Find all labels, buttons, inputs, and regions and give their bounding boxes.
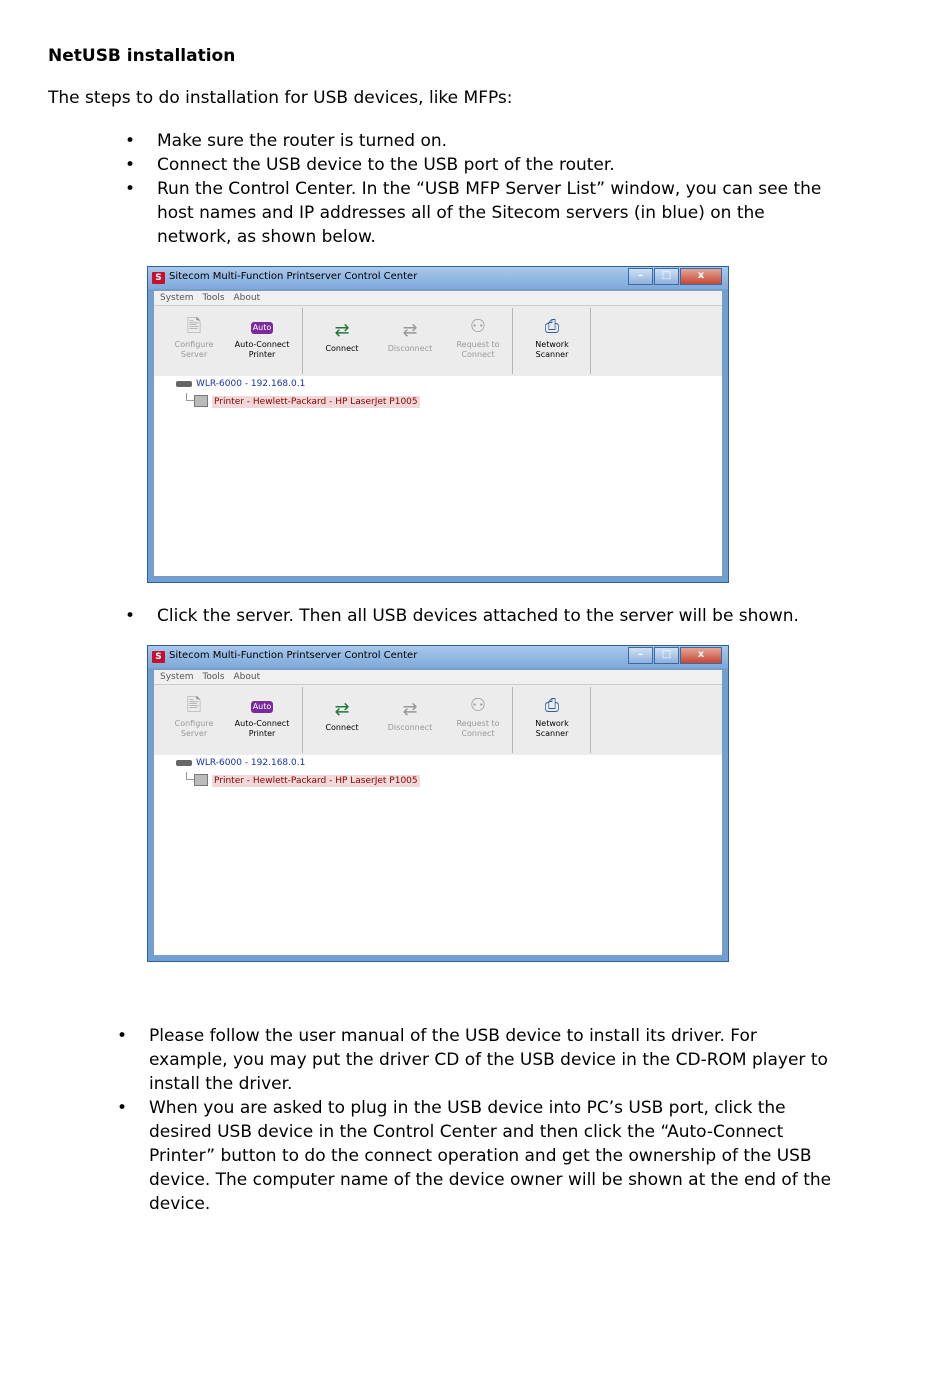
menu-bar [154,291,722,305]
close-button[interactable]: x [680,268,722,285]
maximize-button[interactable]: □ [654,647,679,664]
tree-line [186,400,194,401]
server-node[interactable]: WLR-6000 - 192.168.0.1 [176,379,305,389]
toolbar-group [154,687,303,753]
title-bar [148,646,728,668]
disconnect-button[interactable]: ⇄ Disconnect [387,320,433,353]
menu-system[interactable]: System [160,293,194,303]
menu-bar [154,670,722,684]
steps-list-1 [125,129,837,249]
close-button[interactable]: x [680,647,722,664]
toolbar [154,305,722,377]
tree-line [186,779,194,780]
bullet: • [125,606,136,626]
list-item: • Connect the USB device to the USB port of the router. [125,155,615,175]
bullet: • [125,131,136,151]
bullet: • [125,155,136,175]
printer-icon [194,774,208,786]
configure-server-button[interactable]: 🖹 Configure Server [174,316,214,359]
window-title: Sitecom Multi-Function Printserver Control Center [169,650,418,661]
printer-icon [194,395,208,407]
server-tree [154,376,722,576]
connect-button[interactable]: ⇄ Connect [325,320,359,353]
steps-list-3 [117,1024,839,1216]
control-center-window [147,266,729,583]
configure-icon: 🖹 [186,316,202,337]
configure-server-button[interactable]: 🖹 Configure Server [174,695,214,738]
network-scanner-button[interactable]: ⎙ Network Scanner [535,695,569,738]
server-icon [176,760,192,766]
maximize-button[interactable]: □ [654,268,679,285]
connect-icon: ⇄ [334,699,350,720]
disconnect-icon: ⇄ [402,320,418,341]
server-icon [176,381,192,387]
menu-tools[interactable]: Tools [202,293,225,303]
list-item: • Run the Control Center. In the “USB MFP Server List” window, you can see the host names and IP addresses all of the Sitecom servers (in blue) on the network, as shown below. [125,179,822,247]
menu-about[interactable]: About [233,672,261,682]
auto-connect-printer-button[interactable]: Auto Auto-Connect Printer [234,323,290,359]
connect-button[interactable]: ⇄ Connect [325,699,359,732]
minimize-button[interactable]: – [628,268,653,285]
sitecom-logo-icon: S [152,651,165,663]
list-item: • Click the server. Then all USB devices attached to the server will be shown. [125,606,799,626]
toolbar-group [514,687,591,753]
auto-connect-icon: Auto [252,702,272,711]
configure-icon: 🖹 [186,695,202,716]
list-item: • Make sure the router is turned on. [125,131,448,151]
auto-connect-icon: Auto [252,323,272,332]
control-center-window [147,645,729,962]
auto-connect-printer-button[interactable]: Auto Auto-Connect Printer [234,702,290,738]
toolbar-group [154,308,303,374]
server-tree [154,755,722,955]
request-icon: ⚇ [469,695,487,716]
network-scanner-button[interactable]: ⎙ Network Scanner [535,316,569,359]
bullet: • [125,179,136,199]
heading: NetUSB installation [48,46,236,66]
toolbar-group [304,308,513,374]
menu-tools[interactable]: Tools [202,672,225,682]
connect-icon: ⇄ [334,320,350,341]
menu-system[interactable]: System [160,672,194,682]
list-item: • When you are asked to plug in the USB device into PC’s USB port, click the desired USB device in the Control Center and then click the “Auto-Connect Printer” button to do the connect operation and get the ownership of the USB device. The computer name of the device owner will be shown at the end of the device. [117,1098,832,1214]
printer-node[interactable]: Printer - Hewlett-Packard - HP LaserJet P1005 [194,395,420,407]
printer-node[interactable]: Printer - Hewlett-Packard - HP LaserJet P1005 [194,774,420,786]
toolbar [154,684,722,756]
request-to-connect-button[interactable]: ⚇ Request to Connect [456,695,500,738]
scanner-icon: ⎙ [544,316,560,337]
request-icon: ⚇ [469,316,487,337]
server-node[interactable]: WLR-6000 - 192.168.0.1 [176,758,305,768]
bullet: • [117,1026,128,1046]
bullet: • [117,1098,128,1118]
toolbar-group [514,308,591,374]
sitecom-logo-icon: S [152,272,165,284]
disconnect-button[interactable]: ⇄ Disconnect [387,699,433,732]
request-to-connect-button[interactable]: ⚇ Request to Connect [456,316,500,359]
minimize-button[interactable]: – [628,647,653,664]
steps-list-2 [125,604,837,628]
window-title: Sitecom Multi-Function Printserver Control Center [169,271,418,282]
disconnect-icon: ⇄ [402,699,418,720]
title-bar [148,267,728,289]
list-item: • Please follow the user manual of the USB device to install its driver. For example, you may put the driver CD of the USB device in the CD-ROM player to install the driver. [117,1026,828,1094]
scanner-icon: ⎙ [544,695,560,716]
intro-text: The steps to do installation for USB devices, like MFPs: [48,88,513,108]
toolbar-group [304,687,513,753]
menu-about[interactable]: About [233,293,261,303]
